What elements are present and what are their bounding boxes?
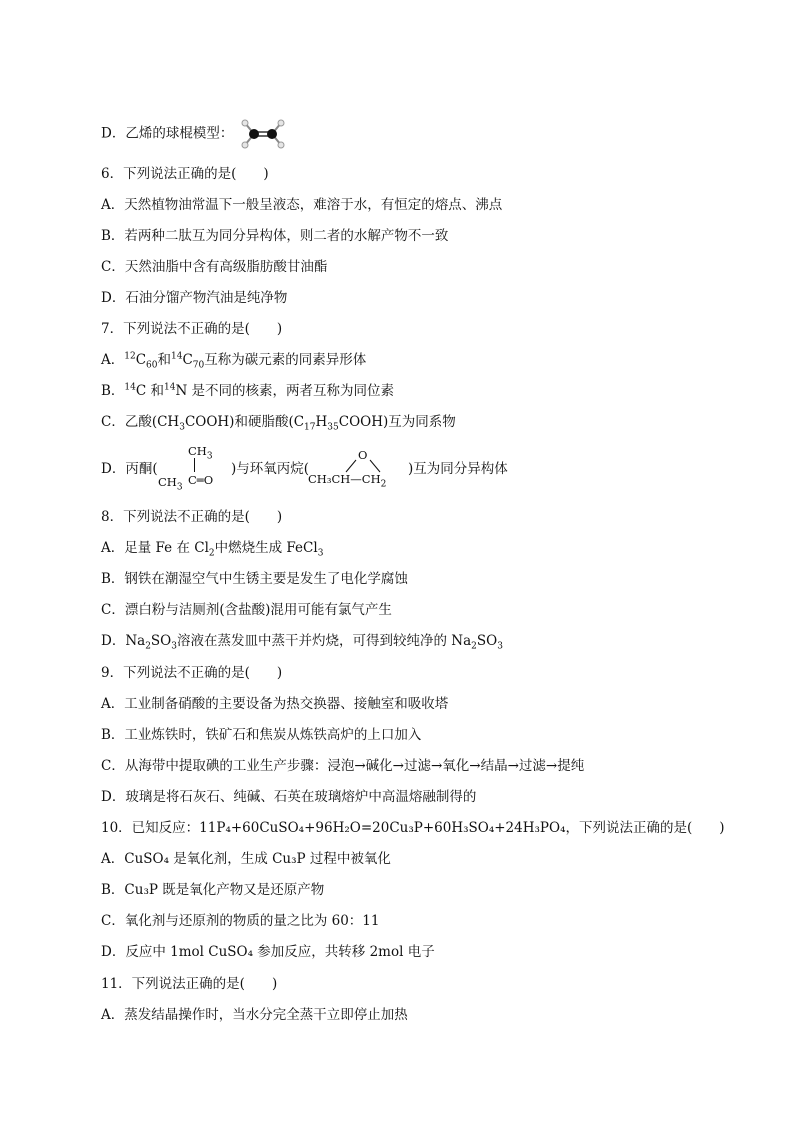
mass-number: 14 [124, 382, 136, 393]
option-label: A． [101, 352, 125, 368]
atom-count: 3 [179, 422, 185, 433]
q8-option-a: A．足量 Fe 在 $Cl_2$中燃烧生成 FeCl$_3$ [101, 540, 324, 559]
q7-option-b [101, 382, 394, 400]
text: D．丙酮( [101, 461, 158, 477]
q10-option-b: B．Cu₃P 既是氧化产物又是还原产物 [101, 882, 325, 898]
atom-count: 70 [192, 360, 205, 371]
text: COOH)互为同系物 [338, 414, 456, 430]
element-symbol: C [135, 352, 147, 368]
mass-number: 14 [164, 382, 176, 393]
q9-option-a: A．工业制备硝酸的主要设备为热交换器、接触室和吸收塔 [101, 696, 449, 712]
q9-option-d: D．玻璃是将石灰石、纯碱、石英在玻璃熔炉中高温熔融制得的 [101, 789, 477, 805]
q9-option-b: B．工业炼铁时，铁矿石和焦炭从炼铁高炉的上口加入 [101, 727, 422, 743]
question-7: 7．下列说法不正确的是( ) [101, 321, 283, 337]
text: )互为同分异构体 [408, 461, 508, 477]
atom-count: 17 [304, 422, 316, 433]
atom-count: 60 [146, 360, 158, 371]
text: C 和 [135, 383, 164, 399]
text: C．乙酸(CH [101, 414, 180, 430]
epoxypropane-structure: O $CH_3CH—CH_2$ [308, 440, 408, 490]
q6-option-d: D．石油分馏产物汽油是纯净物 [101, 290, 288, 306]
question-11: 11．下列说法正确的是( ) [101, 976, 278, 992]
ethylene-ball-stick-model-icon [240, 117, 286, 151]
question-10: 10．已知反应：11P₄+60CuSO₄+96H₂O=20Cu₃P+60H₃SO₄+24H₃PO₄，下列说法正确的是( ) [101, 820, 725, 836]
q11-option-a: A．蒸发结晶操作时，当水分完全蒸干立即停止加热 [101, 1007, 408, 1023]
q10-option-d: D．反应中 1mol CuSO₄ 参加反应，共转移 2mol 电子 [101, 944, 435, 960]
acetone-structure: $CH_3$ $CH_3$ C═O [158, 444, 214, 493]
atom-count: 35 [327, 422, 339, 433]
mass-number: 14 [171, 351, 183, 362]
carbonyl: C═O [188, 473, 214, 487]
option-text: D．乙烯的球棍模型： [101, 125, 234, 142]
text: COOH)和硬脂酸(C [184, 414, 305, 430]
text: 和 [157, 352, 171, 368]
q6-option-b: B．若两种二肽互为同分异构体，则二者的水解产物不一致 [101, 228, 449, 244]
text: 互称为碳元素的同素异形体 [204, 352, 367, 368]
option-d-ethylene [101, 117, 286, 151]
element-symbol: C [182, 352, 193, 368]
q7-option-c: C．乙酸$(CH_3COOH)$和硬脂酸$(C_{17}H_{35}COOH)$互为同系物 [101, 414, 456, 433]
option-label: B． [101, 383, 125, 399]
q6-option-c: C．天然油脂中含有高级脂肪酸甘油酯 [101, 259, 328, 275]
question-9: 9．下列说法不正确的是( ) [101, 665, 283, 681]
q8-option-c: C．漂白粉与洁厕剂(含盐酸)混用可能有氯气产生 [101, 602, 392, 618]
question-6: 6．下列说法正确的是( ) [101, 166, 269, 182]
mass-number: 12 [124, 351, 136, 362]
text: N 是不同的核素，两者互称为同位素 [175, 383, 395, 399]
text: )与环氧丙烷( [231, 461, 310, 477]
q7-option-a [101, 351, 366, 369]
q8-option-b: B．钢铁在潮湿空气中生锈主要是发生了电化学腐蚀 [101, 571, 408, 587]
q6-option-a: A．天然植物油常温下一般呈液态，难溶于水，有恒定的熔点、沸点 [101, 197, 503, 213]
q10-option-c: C．氧化剂与还原剂的物质的量之比为 60：11 [101, 913, 380, 929]
question-8: 8．下列说法不正确的是( ) [101, 509, 283, 525]
q8-option-d: D．$Na_2SO_3$溶液在蒸发皿中蒸干并灼烧，可得到较纯净的 $Na_2SO_3$ [101, 633, 503, 652]
oxygen: O [358, 448, 368, 462]
bond-line [194, 458, 195, 472]
q10-option-a: A．CuSO₄ 是氧化剂，生成 Cu₃P 过程中被氧化 [101, 851, 391, 867]
q9-option-c: C．从海带中提取碘的工业生产步骤：浸泡→碱化→过滤→氧化→结晶→过滤→提纯 [101, 758, 585, 774]
